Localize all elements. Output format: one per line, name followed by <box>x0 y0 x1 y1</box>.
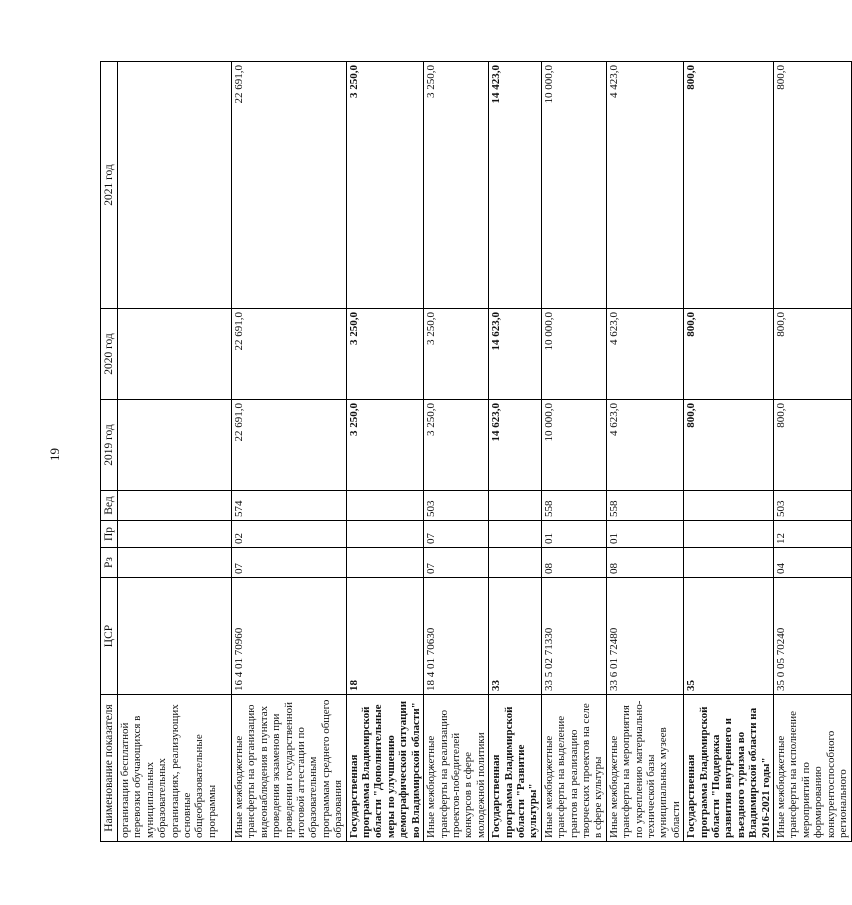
cell-rz: 08 <box>541 548 606 578</box>
table-row <box>232 62 347 842</box>
cell-2019: 10 000,0 <box>541 400 606 491</box>
table-row <box>489 62 542 842</box>
cell-2020: 14 623,0 <box>489 309 542 400</box>
table-row <box>424 62 489 842</box>
page-number: 19 <box>47 448 62 461</box>
cell-csr: 33 <box>489 578 542 695</box>
cell-2019: 14 623,0 <box>489 400 542 491</box>
cell-2019 <box>118 400 232 491</box>
cell-pr: 12 <box>774 521 851 548</box>
header-ved: Вед <box>101 491 118 521</box>
cell-pr: 07 <box>424 521 489 548</box>
cell-2020: 3 250,0 <box>424 309 489 400</box>
header-pr: Пр <box>101 521 118 548</box>
cell-2020: 4 623,0 <box>606 309 683 400</box>
cell-rz: 04 <box>774 548 851 578</box>
table-header-row <box>101 62 118 842</box>
cell-name: организации бесплатной перевозки обучающихся в муниципальных образовательных организациях, реализующих основные общеобразовательные программы <box>118 695 232 842</box>
cell-csr: 18 <box>346 578 423 695</box>
cell-csr <box>118 578 232 695</box>
cell-pr <box>118 521 232 548</box>
cell-rz: 08 <box>606 548 683 578</box>
cell-name: Иные межбюджетные трансферты на реализацию проектов-победителей конкурсов в сфере молодежной политики <box>424 695 489 842</box>
cell-2021: 4 423,0 <box>606 62 683 309</box>
cell-2021: 3 250,0 <box>424 62 489 309</box>
cell-csr: 35 0 05 70240 <box>774 578 851 695</box>
cell-2019: 3 250,0 <box>346 400 423 491</box>
cell-rz <box>684 548 774 578</box>
cell-2021: 800,0 <box>684 62 774 309</box>
cell-2019: 22 691,0 <box>232 400 347 491</box>
cell-ved <box>346 491 423 521</box>
table-row <box>541 62 606 842</box>
cell-pr: 02 <box>232 521 347 548</box>
cell-csr: 16 4 01 70960 <box>232 578 347 695</box>
cell-name: Иные межбюджетные трансферты на выделение грантов на реализацию творческих проектов на селе в сфере культуры <box>541 695 606 842</box>
cell-pr <box>346 521 423 548</box>
cell-2019: 4 623,0 <box>606 400 683 491</box>
cell-rz <box>118 548 232 578</box>
cell-rz: 07 <box>424 548 489 578</box>
header-rz: Рз <box>101 548 118 578</box>
cell-name: Иные межбюджетные трансферты на организацию видеонаблюдения в пунктах проведения экзаменов при проведении государственной итоговой аттестации по образовательным программам среднего общего образования <box>232 695 347 842</box>
cell-2020: 3 250,0 <box>346 309 423 400</box>
cell-ved: 503 <box>424 491 489 521</box>
cell-2019: 800,0 <box>684 400 774 491</box>
table-row <box>606 62 683 842</box>
cell-rz <box>346 548 423 578</box>
cell-rz: 07 <box>232 548 347 578</box>
cell-2020: 800,0 <box>774 309 851 400</box>
cell-2021: 22 691,0 <box>232 62 347 309</box>
cell-2019: 800,0 <box>774 400 851 491</box>
cell-ved: 558 <box>541 491 606 521</box>
table-row <box>346 62 423 842</box>
cell-2021: 3 250,0 <box>346 62 423 309</box>
cell-pr <box>684 521 774 548</box>
cell-csr: 33 5 02 71330 <box>541 578 606 695</box>
cell-csr: 18 4 01 70630 <box>424 578 489 695</box>
cell-name: Иные межбюджетные трансферты на мероприятия по укреплению материально-технической базы муниципальных музеев области <box>606 695 683 842</box>
cell-name: Государственная программа Владимирской области "Дополнительные меры по улучшению демографической ситуации во Владимирской области" <box>346 695 423 842</box>
budget-table <box>100 61 852 842</box>
cell-2020 <box>118 309 232 400</box>
cell-ved <box>118 491 232 521</box>
cell-2021: 14 423,0 <box>489 62 542 309</box>
header-name: Наименование показателя <box>101 695 118 842</box>
cell-2020: 10 000,0 <box>541 309 606 400</box>
cell-ved: 558 <box>606 491 683 521</box>
header-csr: ЦСР <box>101 578 118 695</box>
cell-rz <box>489 548 542 578</box>
cell-ved <box>684 491 774 521</box>
cell-2019: 3 250,0 <box>424 400 489 491</box>
header-2019: 2019 год <box>101 400 118 491</box>
cell-ved: 574 <box>232 491 347 521</box>
cell-2020: 800,0 <box>684 309 774 400</box>
table-row <box>118 62 232 842</box>
table-row <box>774 62 851 842</box>
cell-pr: 01 <box>606 521 683 548</box>
cell-name: Государственная программа Владимирской области "Развитие культуры" <box>489 695 542 842</box>
cell-pr: 01 <box>541 521 606 548</box>
cell-csr: 33 6 01 72480 <box>606 578 683 695</box>
header-2021: 2021 год <box>101 62 118 309</box>
budget-table-rotated <box>100 62 850 842</box>
cell-2021: 10 000,0 <box>541 62 606 309</box>
cell-ved <box>489 491 542 521</box>
cell-2021 <box>118 62 232 309</box>
header-2020: 2020 год <box>101 309 118 400</box>
cell-name: Иные межбюджетные трансферты на исполнение мероприятий по формированию конкурентоспособного регионального <box>774 695 851 842</box>
cell-name: Государственная программа Владимирской области "Поддержка развития внутреннего и въездного туризма во Владимирской области на 2016-2021 годы" <box>684 695 774 842</box>
cell-2020: 22 691,0 <box>232 309 347 400</box>
cell-pr <box>489 521 542 548</box>
table-row <box>684 62 774 842</box>
cell-ved: 503 <box>774 491 851 521</box>
cell-2021: 800,0 <box>774 62 851 309</box>
cell-csr: 35 <box>684 578 774 695</box>
